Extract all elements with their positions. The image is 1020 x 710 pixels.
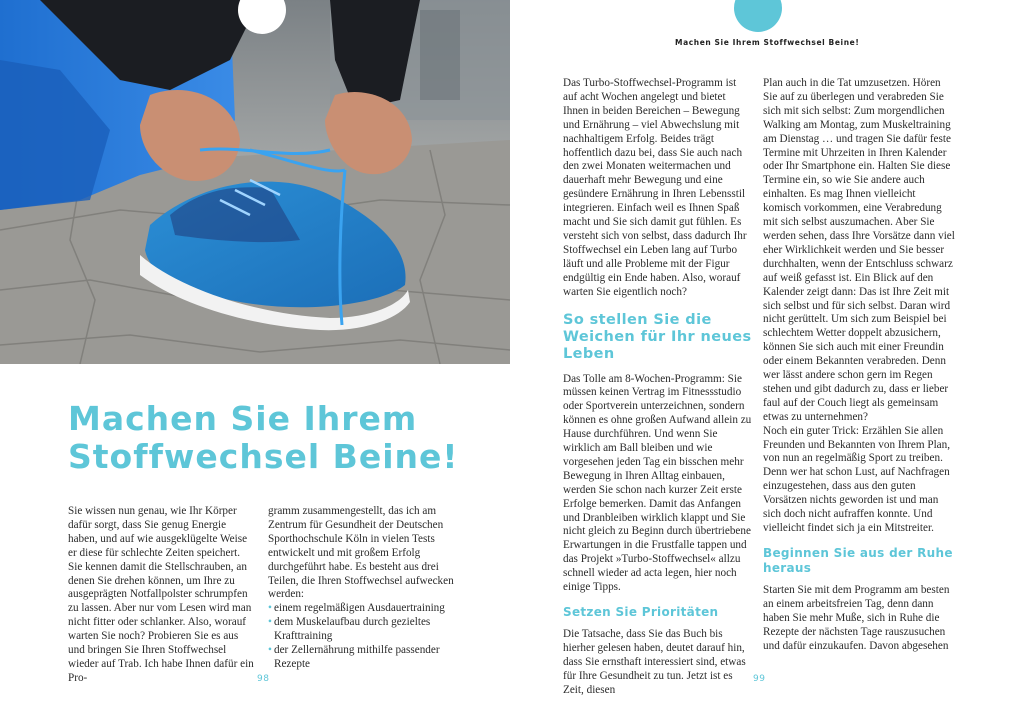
right-column-2 [763,77,955,653]
running-shoe-photo [0,0,510,364]
page-number-right: 99 [753,674,766,684]
chapter-title [68,400,488,476]
list-item: • der Zellernährung mithilfe passender Rezepte [268,644,460,672]
paragraph: Die Tatsache, dass Sie das Buch bis hierher gelesen haben, deutet darauf hin, dass Sie ernsthaft interessiert sind, etwas für Ihre Gesundheit zu tun. Jetzt ist es Zeit, diesen [563,628,746,696]
paragraph: Das Tolle am 8-Wochen-Programm: Sie müssen keinen Vertrag im Fitnessstudio oder Sportverein unterzeichnen, sondern können es ohne großen Aufwand allein zu Hause durchführen. Und wenn Sie wirklich am Ball bleiben und wie vorgesehen jeden Tag ein bisschen mehr Bewegung in Ihren Alltag einbauen, werden Sie schon nach kurzer Zeit erste Erfolge bemerken. Damit das Anfangen und Dranbleiben wirklich klappt und Sie nicht gleich zu Beginn durch übertriebene Erwartungen in die Frustfalle tappen und das Projekt »Turbo-Stoffwechsel« allzu schnell wieder ad acta legen, hier noch einige Tipps. [563,372,752,594]
program-paragraph: gramm zusammengestellt, das ich am Zentrum für Gesundheit der Deutschen Sporthochschule Köln in vielen Tests entwickelt und mit großem Erfolg durchgeführt habe. Es besteht aus drei Teilen, die Ihren Stoffwechsel aufwecken werden: [268,505,454,601]
intro-paragraph: Sie wissen nun genau, wie Ihr Körper dafür sorgt, dass Sie genug Energie haben, und auf wie ausgeklügelte Weise er diese für schlechte Zeiten speichert. Sie kennen damit die Stellschrauben, an denen Sie drehen können, um Ihre zu ausgeprägten Notfallpolster schrumpfen zu lassen. Aber nur vom Lesen wird man nicht fitter oder schlanker. Also, worauf warten Sie noch? Probieren Sie es aus und bringen Sie Ihren Stoffwechsel wieder auf Trab. Ich habe Ihnen dafür ein Pro- [68,505,254,684]
right-page [510,0,1020,710]
paragraph: Plan auch in die Tat umzusetzen. Hören Sie auf zu überlegen und verabreden Sie sich mit sich selbst: Zum morgendlichen Walking am Montag, zum Muskeltraining am Dienstag … und tragen Sie dafür feste Termine mit Uhrzeiten in Ihren Kalender oder Ihr Smartphone ein. Halten Sie diese Termine ein, so wie Sie andere auch einhalten. Es mag Ihnen vielleicht komisch vorkommen, eine Verabredung mit sich selbst auszumachen. Aber Sie werden sehen, dass Ihre Vorsätze dann viel eher Wirklichkeit werden und Sie besser durchhalten, wenn der Entschluss schwarz auf weiß gefasst ist. Ein Blick auf den Kalender zeigt dann: Das ist Ihre Zeit mit sich selbst und für sich selbst. Daran wird nicht gerüttelt. Um sich zum Beispiel bei schlechtem Wetter doppelt abzusichern, können Sie sich auch mit einer Freundin oder einem Bekannten verabreden. Denn wer lässt andere schon gern im Regen stehen und gibt dadurch zu, dass er lieber faul auf der Couch liegt als gemeinsam etwas zu unternehmen? [763,77,955,423]
page-number-left: 98 [257,674,270,684]
chapter-title-line2: Stoffwechsel Beine! [68,437,459,476]
page-tab-circle [734,0,782,32]
left-column-2 [268,505,460,672]
paragraph: Das Turbo-Stoffwechsel-Programm ist auf acht Wochen angelegt und bietet Ihnen in beiden Bereichen – Bewegung und Ernährung – viel Abwechslung mit nachhaltigem Erfolg. Beides trägt hoffentlich dazu bei, dass Sie auch nach den zwei Monaten weitermachen und dauerhaft mehr Bewegung und eine gesündere Ernährung in Ihren Lebensstil integrieren. Einfach weil es Ihnen Spaß macht und Sie sich damit gut fühlen. Es versteht sich von selbst, dass dadurch Ihr Stoffwechsel ein Leben lang auf Turbo läuft und alle Probleme mit der Figur endgültig ein Ende haben. Also, worauf warten Sie eigentlich noch? [563,77,747,298]
paragraph: Noch ein guter Trick: Erzählen Sie allen Freunden und Bekannten von Ihrem Plan, von nun an regelmäßig Sport zu treiben. Denn wer hat schon Lust, auf Nachfragen einzugestehen, dass aus den guten Vorsätzen nichts geworden ist und man sich doch nicht aufraffen konnte. Und vielleicht findet sich ja ein Mitstreiter. [763,424,951,534]
right-column-1 [563,77,753,698]
program-list [268,602,460,672]
list-item: • dem Muskelaufbau durch gezieltes Krafttraining [268,616,460,644]
list-item: • einem regelmäßigen Ausdauertraining [268,602,460,616]
running-head: Machen Sie Ihrem Stoffwechsel Beine! [675,38,860,47]
section-heading: So stellen Sie die Weichen für Ihr neues Leben [563,311,752,362]
section-heading: Beginnen Sie aus der Ruhe heraus [763,545,953,575]
chapter-title-line1: Machen Sie Ihrem [68,399,418,438]
left-column-1 [68,505,254,686]
section-heading: Setzen Sie Prioritäten [563,605,719,619]
paragraph: Starten Sie mit dem Programm am besten an einem arbeitsfreien Tag, denn dann haben Sie mehr Muße, sich in Ruhe die Rezepte der nächsten Tage rauszusuchen und dafür einzukaufen. Davon abgesehen [763,583,950,652]
